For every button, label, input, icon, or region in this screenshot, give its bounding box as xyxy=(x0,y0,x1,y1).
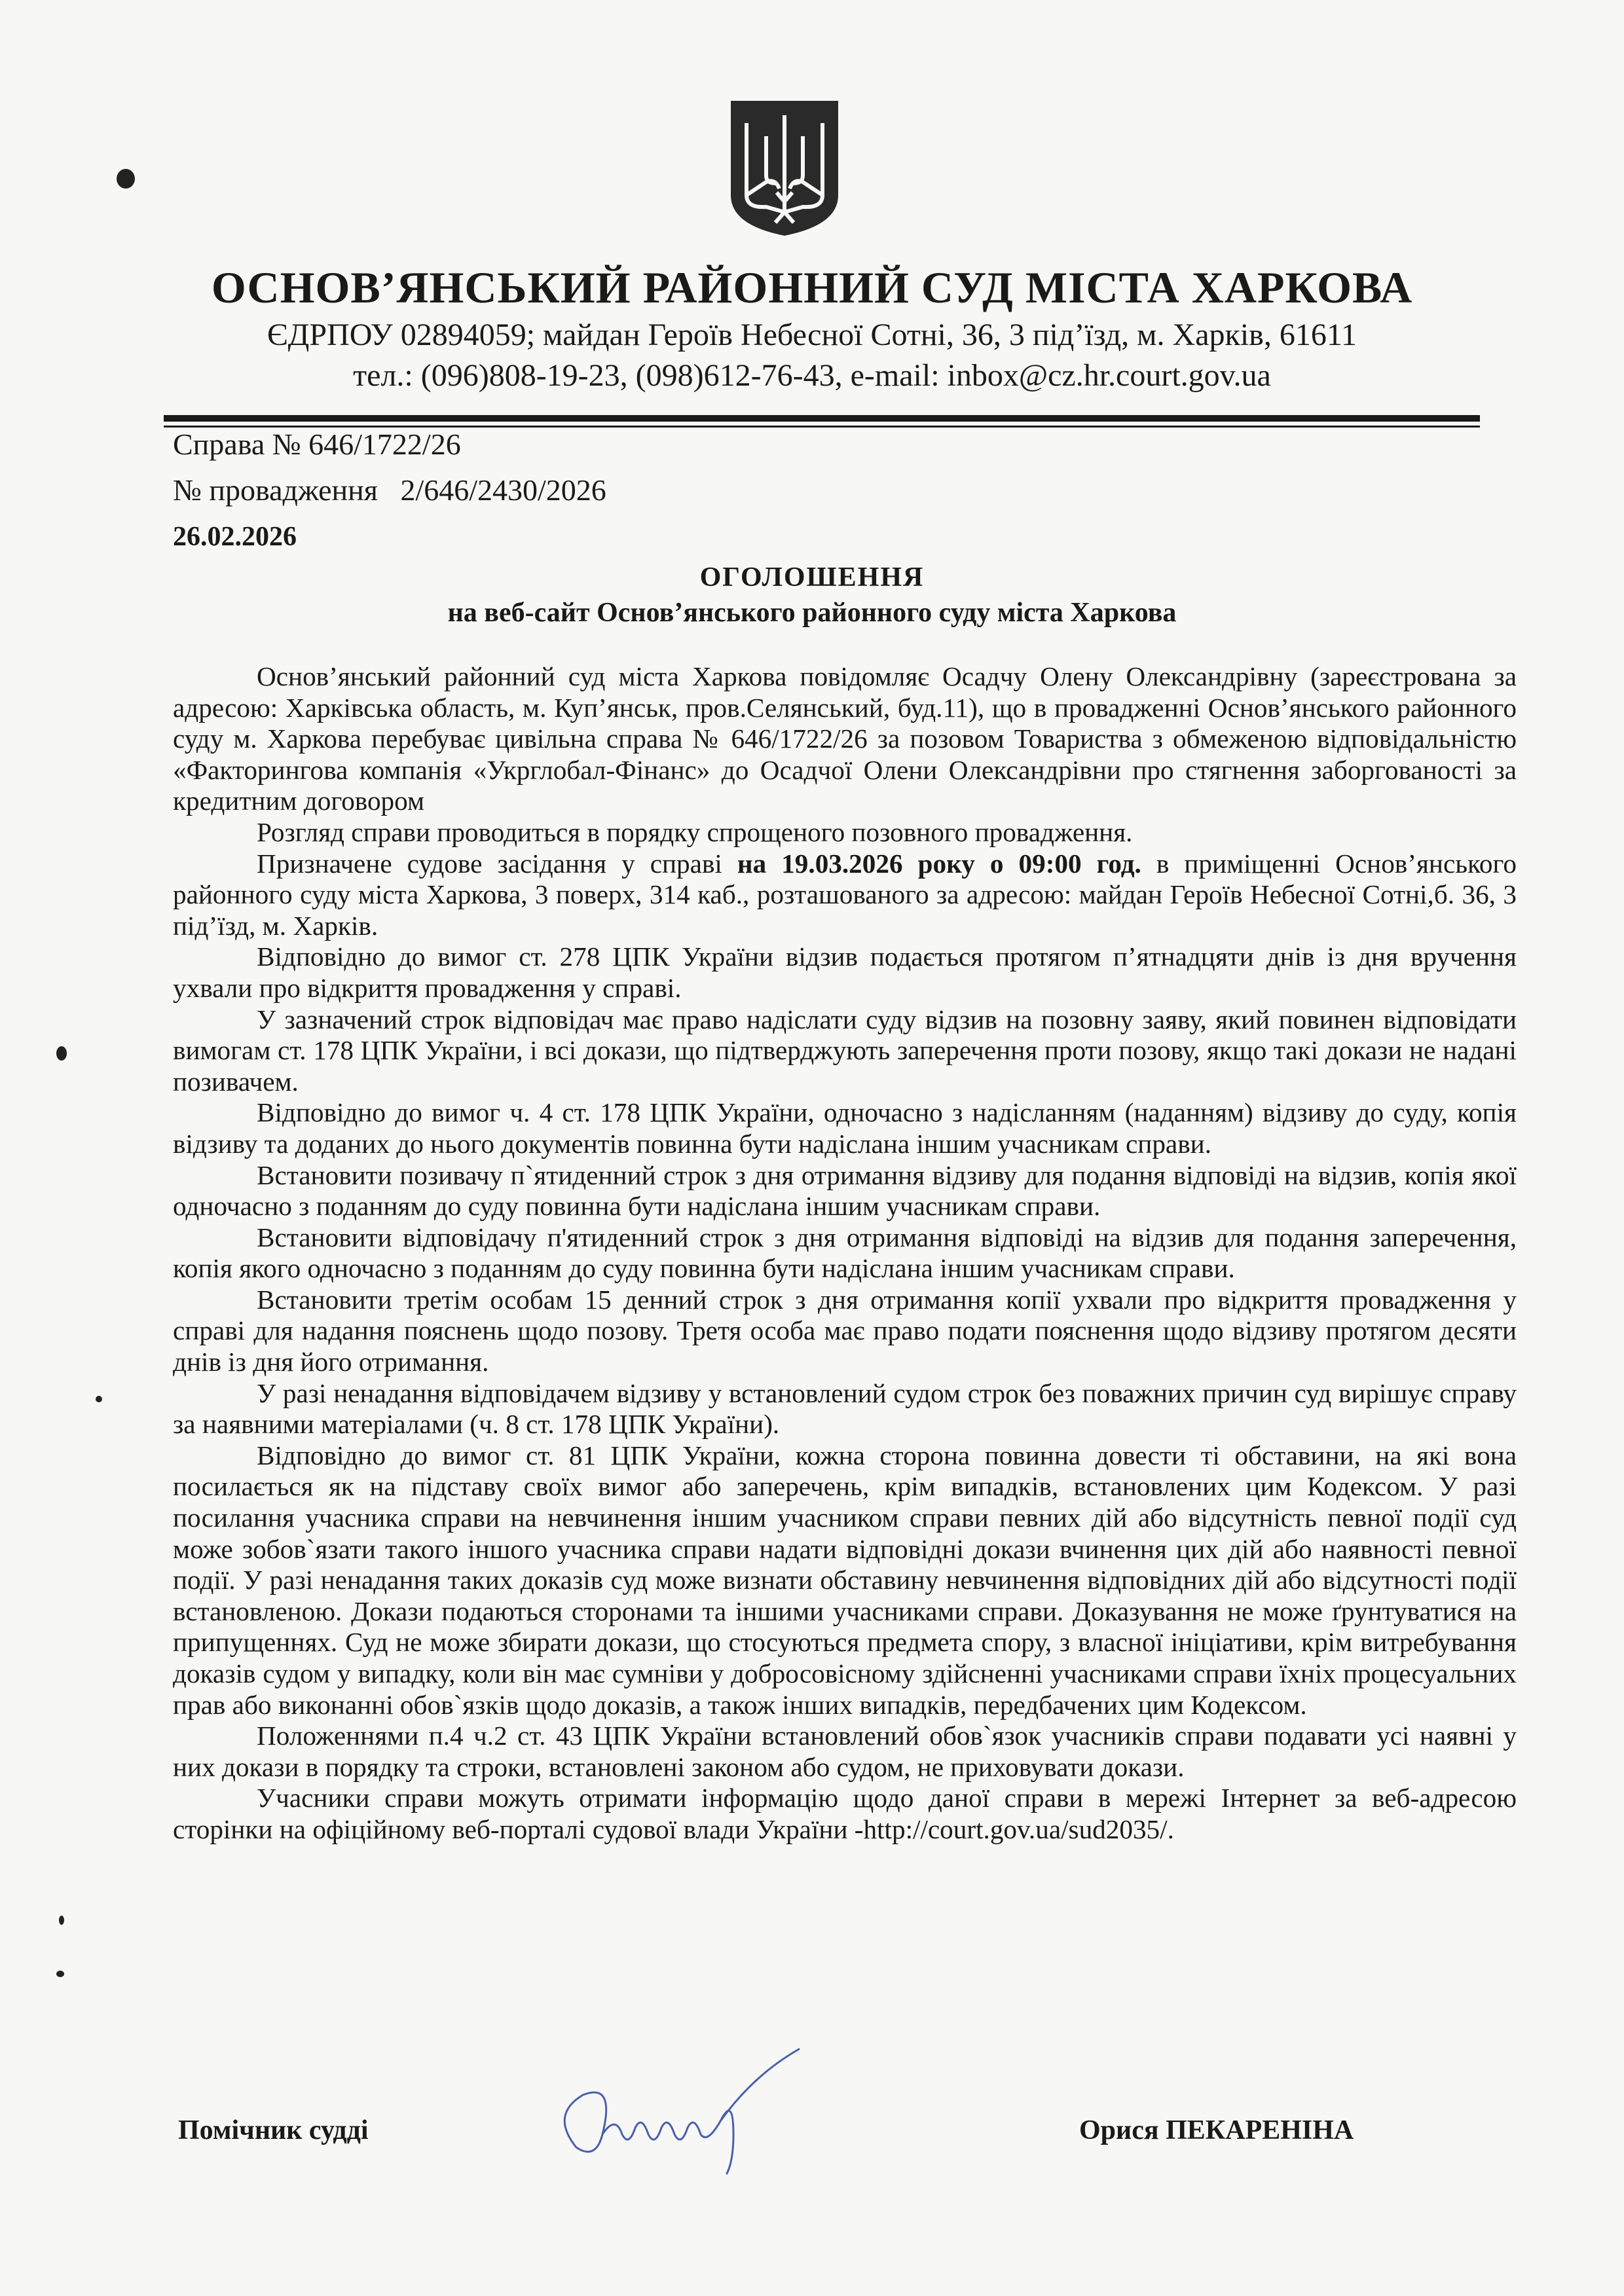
proceeding-number: № провадження 2/646/2430/2026 xyxy=(173,473,606,507)
handwritten-signature xyxy=(537,2036,825,2206)
hearing-text-post: в приміщенні Основ’янського районного суду міста Харкова, 3 поверх, 314 каб., розташованого за адресою: майдан Героїв Небесної Сотні,б. 36, 3 під’їзд, м. Харків. xyxy=(173,848,1517,941)
paragraph: Встановити третім особам 15 денний строк з дня отримання копії ухвали про відкриття провадження у справі для надання пояснень щодо позову. Третя особа має право подати пояснення щодо відзиву протягом десяти днів із дня його отримання. xyxy=(173,1284,1517,1377)
announcement-title: ОГОЛОШЕННЯ xyxy=(699,562,925,592)
paragraph: Відповідно до вимог ст. 278 ЦПК України відзив подається протягом п’ятнадцяти днів із дня вручення ухвали про відкриття провадження у справі. xyxy=(173,941,1517,1003)
scan-speck xyxy=(56,1971,64,1977)
coat-of-arms-of-ukraine-icon xyxy=(727,97,842,238)
paragraph: Положеннями п.4 ч.2 ст. 43 ЦПК України встановлений обов`язок учасників справи подавати усі наявні у них докази в порядку та строки, встановлені законом або судом, не приховувати докази. xyxy=(173,1721,1517,1782)
paragraph: Основ’янський районний суд міста Харкова повідомляє Осадчу Олену Олександрівну (зареєстрована за адресою: Харківська область, м. Куп’янськ, пров.Селянський, буд.11), що в провадженні Основ’янського районного суду м. Харкова перебуває цивільна справа № 646/1722/26 за позовом Товариства з обмеженою відповідальністю «Факторингова компанія «Укрглобал-Фінанс» до Осадчої Олени Олександрівни про стягнення заборгованості за кредитним договором xyxy=(173,661,1517,816)
scan-speck xyxy=(59,1916,64,1925)
paragraph: Відповідно до вимог ч. 4 ст. 178 ЦПК України, одночасно з надісланням (наданням) відзиву до суду, копія відзиву та доданих до нього документів повинна бути надіслана іншим учасникам справи. xyxy=(173,1097,1517,1159)
hearing-date: на 19.03.2026 року о 09:00 год. xyxy=(737,848,1141,879)
hearing-text-pre: Призначене судове засідання у справі xyxy=(257,848,737,879)
scan-speck xyxy=(56,1046,67,1061)
paragraph: Встановити позивачу п`ятиденний строк з дня отримання відзиву для подання відповіді на відзив, копія якої одночасно з поданням до суду повинна бути надіслана іншим учасникам справи. xyxy=(173,1159,1517,1222)
announcement-subtitle: на веб-сайт Основ’янського районного суду міста Харкова xyxy=(447,598,1177,628)
paragraph xyxy=(173,848,1517,942)
document-date: 26.02.2026 xyxy=(173,522,297,552)
paragraph: Учасники справи можуть отримати інформацію щодо даної справи в мережі Інтернет за веб-адресою сторінки на офіційному веб-порталі судової влади України -http://court.gov.ua/sud2035/. xyxy=(173,1783,1517,1844)
court-address: ЄДРПОУ 02894059; майдан Героїв Небесної Сотні, 36, 3 під’їзд, м. Харків, 61611 xyxy=(267,318,1357,352)
scan-speck xyxy=(96,1396,102,1402)
court-contacts: тел.: (096)808-19-23, (098)612-76-43, e-mail: inbox@cz.hr.court.gov.ua xyxy=(353,358,1271,393)
court-name: ОСНОВ’ЯНСЬКИЙ РАЙОННИЙ СУД МІСТА ХАРКОВА xyxy=(211,263,1413,312)
header-rule-thick xyxy=(164,415,1480,422)
signer-role: Помічник судді xyxy=(178,2115,369,2145)
paragraph: Розгляд справи проводиться в порядку спрощеного позовного провадження. xyxy=(257,816,1133,847)
announcement-body xyxy=(173,661,1517,1846)
paragraph: У разі ненадання відповідачем відзиву у встановлений судом строк без поважних причин суд вирішує справу за наявними матеріалами (ч. 8 ст. 178 ЦПК України). xyxy=(173,1377,1517,1440)
paragraph: Встановити відповідачу п'ятиденний строк з дня отримання відповіді на відзив для подання заперечення, копія якого одночасно з поданням до суду повинна бути надіслана іншим учасникам справи. xyxy=(173,1222,1517,1284)
paragraph: У зазначений строк відповідач має право надіслати суду відзив на позовну заяву, який повинен відповідати вимогам ст. 178 ЦПК України, і всі докази, що підтверджують заперечення проти позову, якщо такі докази не надані позивачем. xyxy=(173,1004,1517,1097)
case-number: Справа № 646/1722/26 xyxy=(173,428,461,461)
paragraph: Відповідно до вимог ст. 81 ЦПК України, кожна сторона повинна довести ті обставини, на які вона посилається як на підставу своїх вимог або заперечень, крім випадків, встановлених цим Кодексом. У разі посилання учасника справи на невчинення іншим учасником справи певних дій або відсутність певної події суд може зобов`язати такого іншого учасника справи надати відповідні докази вчинення цих дій або наявності певної події. У разі ненадання таких доказів суд може визнати обставину невчинення відповідних дій або відсутності події встановленою. Докази подаються сторонами та іншими учасниками справи. Доказування не може ґрунтуватися на припущеннях. Суд не може збирати докази, що стосуються предмета спору, з власної ініціативи, крім витребування доказів судом у випадку, коли він має сумніви у добросовісному здійсненні учасниками справи їхніх процесуальних прав або виконанні обов`язків щодо доказів, а також інших випадків, передбачених цим Кодексом. xyxy=(173,1440,1517,1720)
punch-hole-mark xyxy=(117,169,135,189)
signer-name: Орися ПЕКАРЕНІНА xyxy=(1079,2115,1354,2145)
